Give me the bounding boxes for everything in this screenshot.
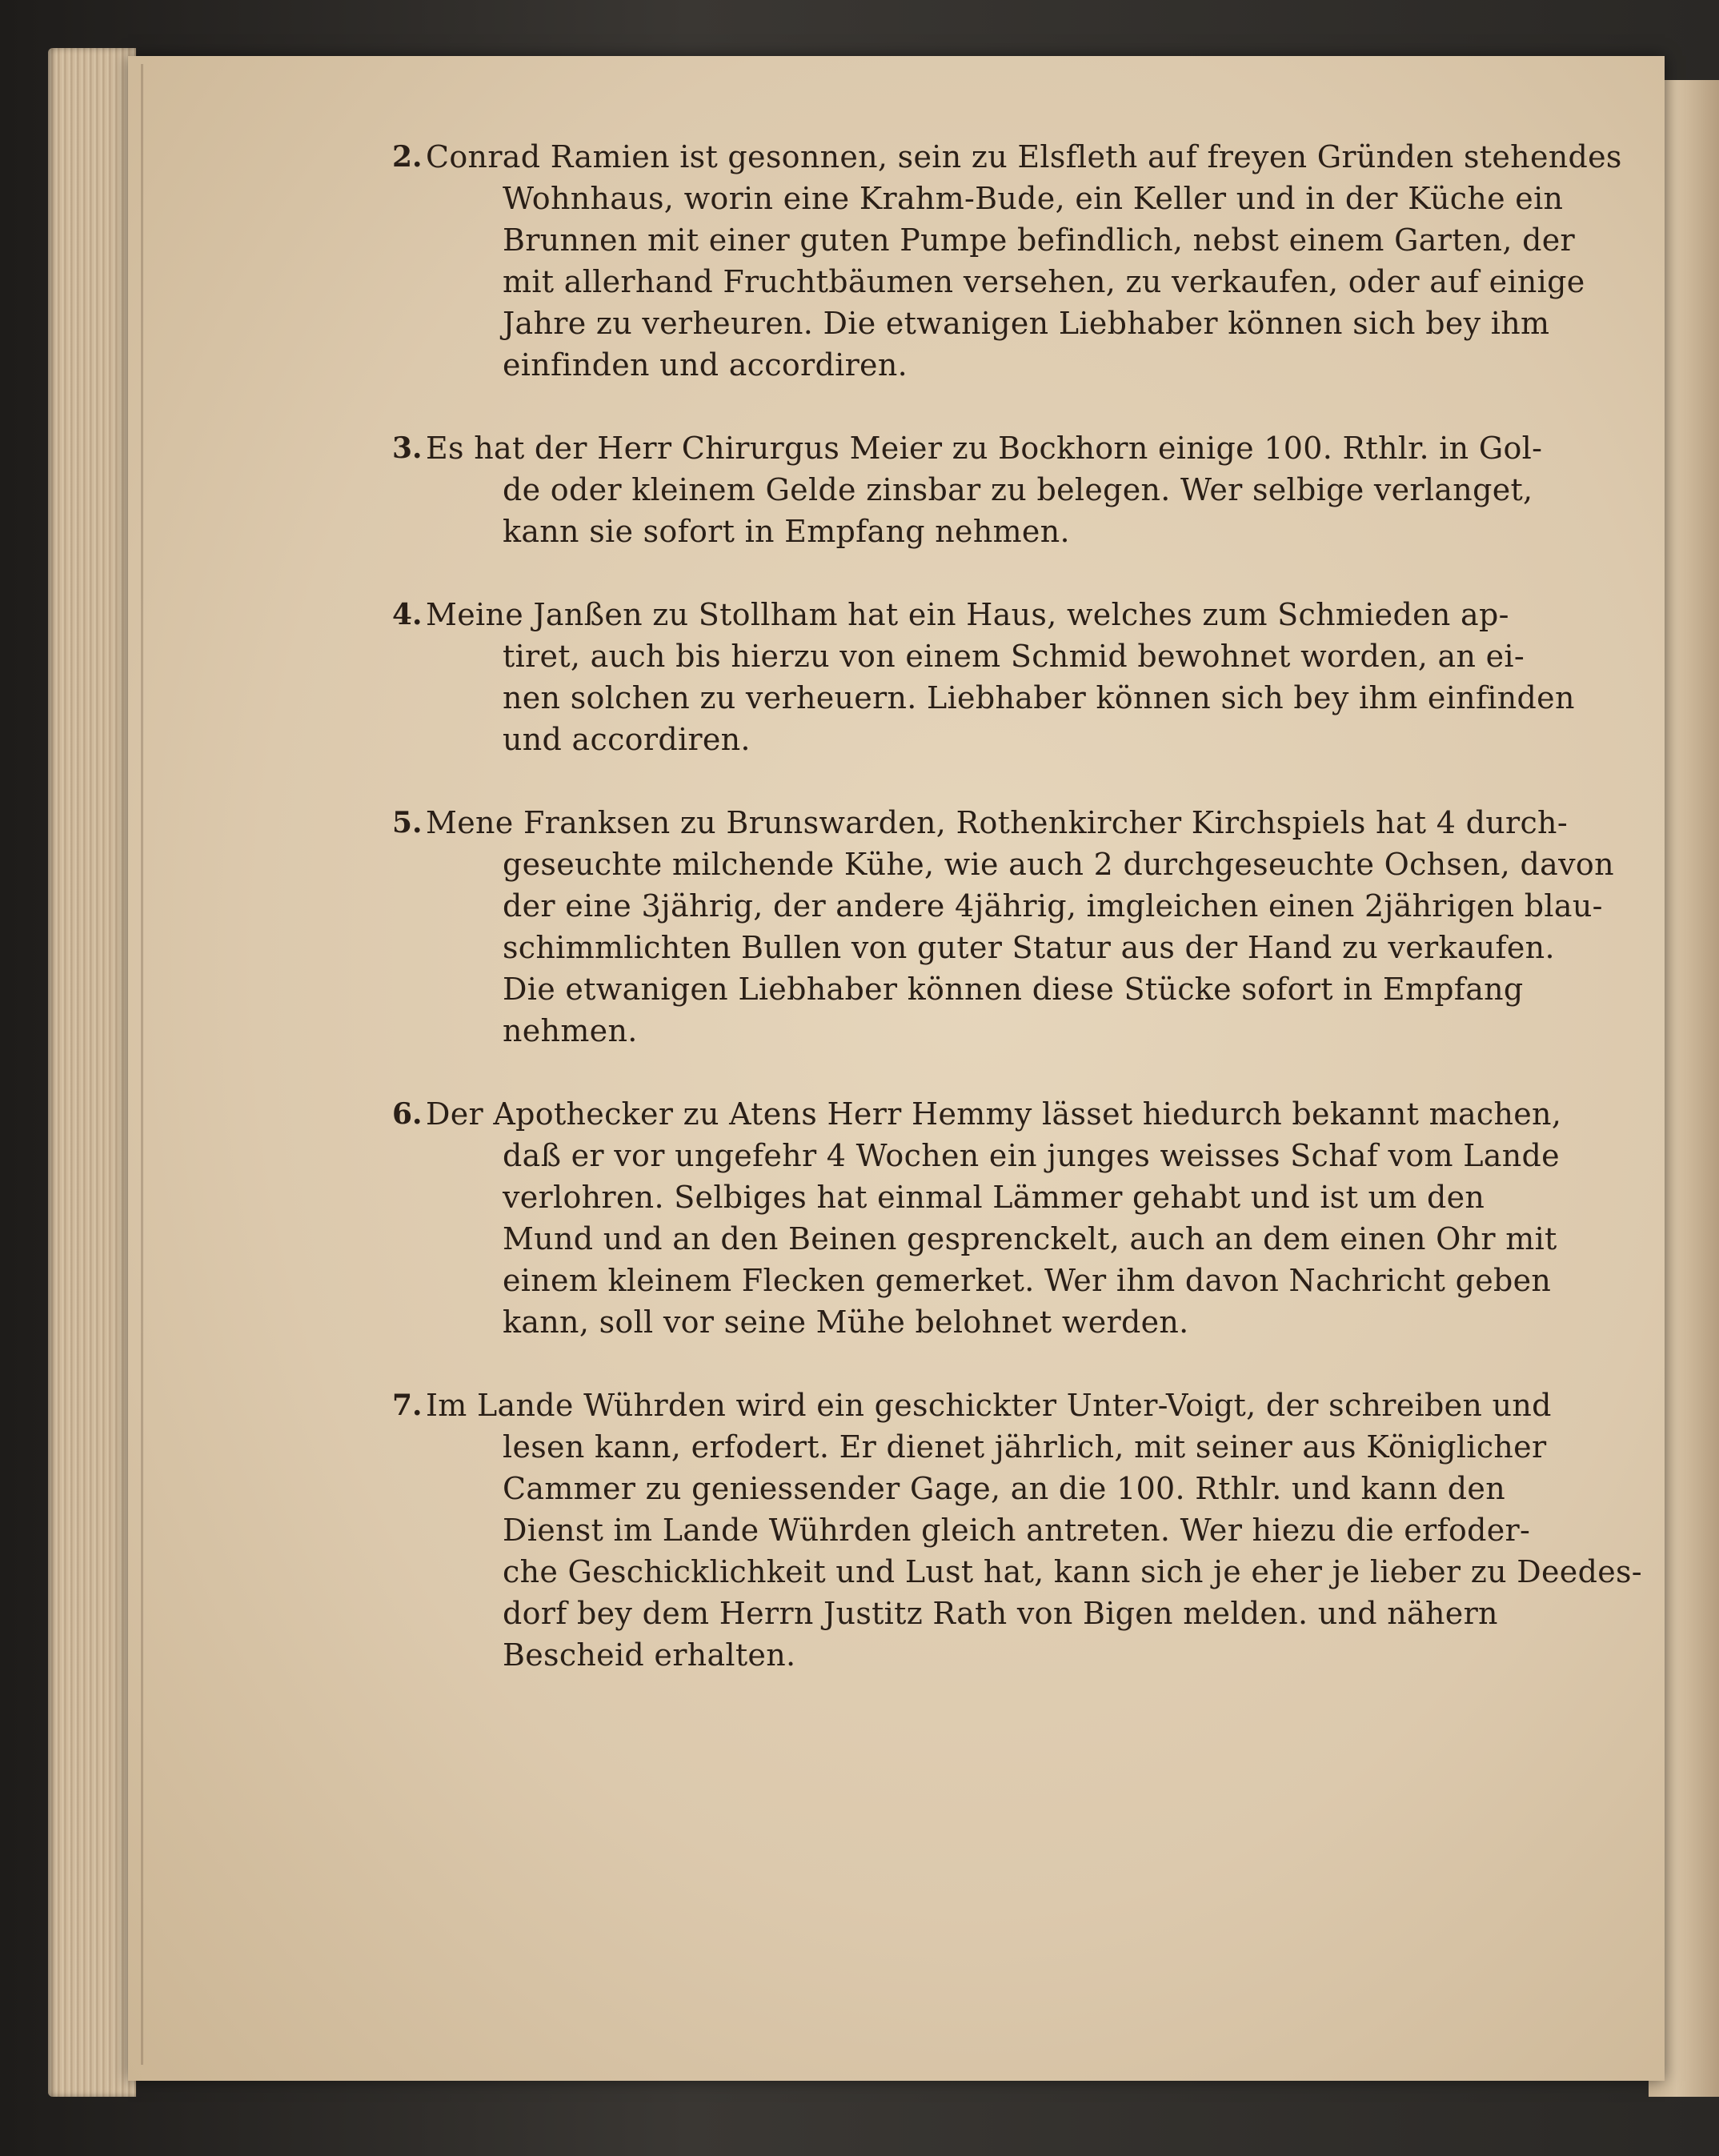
entry-text-line: einem kleinem Flecken gemerket. Wer ihm davon Nachricht geben xyxy=(503,1263,1552,1298)
book-page-edges-left xyxy=(48,48,136,2097)
entry-text-line: tiret, auch bis hierzu von einem Schmid bewohnet worden, an ei- xyxy=(503,639,1525,674)
entry-text-line: dorf bey dem Herrn Justitz Rath von Bigen melden. und nähern xyxy=(503,1596,1498,1631)
entry-text-line: Brunnen mit einer guten Pumpe befindlich, nebst einem Garten, der xyxy=(503,222,1575,258)
entry-text-line: Mene Franksen zu Brunswarden, Rothenkircher Kirchspiels hat 4 durch- xyxy=(426,805,1568,840)
entry-text-line: lesen kann, erfodert. Er dienet jährlich, mit seiner aus Königlicher xyxy=(503,1429,1547,1465)
entry-number: 5. xyxy=(392,806,423,840)
entry-text-line: Im Lande Wührden wird ein geschickter Unter-Voigt, der schreiben und xyxy=(426,1388,1552,1423)
entry-text-line: daß er vor ungefehr 4 Wochen ein junges weisses Schaf vom Lande xyxy=(503,1138,1560,1173)
entry-number: 2. xyxy=(392,140,423,174)
entry-number: 3. xyxy=(392,431,423,465)
entry-number: 6. xyxy=(392,1097,423,1131)
notice-entry xyxy=(392,1385,1642,1676)
entry-number: 4. xyxy=(392,598,423,631)
notice-entry xyxy=(392,802,1614,1052)
entry-text-line: Die etwanigen Liebhaber können diese Stücke sofort in Empfang xyxy=(503,972,1524,1007)
document-text xyxy=(392,136,1642,1717)
notice-entry xyxy=(392,594,1575,760)
entry-text-line: mit allerhand Fruchtbäumen versehen, zu verkaufen, oder auf einige xyxy=(503,264,1585,299)
entry-text-line: Mund und an den Beinen gesprenckelt, auch an dem einen Ohr mit xyxy=(503,1221,1557,1256)
entry-text-line: che Geschicklichkeit und Lust hat, kann sich je eher je lieber zu Deedes- xyxy=(503,1554,1642,1589)
page-gutter xyxy=(141,64,143,2065)
entry-text-line: Bescheid erhalten. xyxy=(503,1637,796,1673)
entry-text-line: Der Apothecker zu Atens Herr Hemmy lässet hiedurch bekannt machen, xyxy=(426,1096,1562,1132)
entry-text-line: Cammer zu geniessender Gage, an die 100. Rthlr. und kann den xyxy=(503,1471,1505,1506)
entry-text-line: nen solchen zu verheuern. Liebhaber können sich bey ihm einfinden xyxy=(503,680,1575,715)
entry-text-line: schimmlichten Bullen von guter Statur aus der Hand zu verkaufen. xyxy=(503,930,1555,965)
notice-entry xyxy=(392,427,1569,552)
entry-text-line: Conrad Ramien ist gesonnen, sein zu Elsfleth auf freyen Gründen stehendes xyxy=(426,139,1622,174)
entry-text-line: de oder kleinem Gelde zinsbar zu belegen. Wer selbige verlanget, xyxy=(503,472,1533,507)
entry-text-line: kann sie sofort in Empfang nehmen. xyxy=(503,514,1070,549)
entry-text-line: Meine Janßen zu Stollham hat ein Haus, welches zum Schmieden ap- xyxy=(426,597,1509,632)
entry-text-line: Dienst im Lande Wührden gleich antreten. Wer hiezu die erfoder- xyxy=(503,1513,1531,1548)
entry-text-line: der eine 3jährig, der andere 4jährig, imgleichen einen 2jährigen blau- xyxy=(503,888,1603,924)
entry-text-line: Wohnhaus, worin eine Krahm-Bude, ein Keller und in der Küche ein xyxy=(503,181,1564,216)
entry-text-line: geseuchte milchende Kühe, wie auch 2 durchgeseuchte Ochsen, davon xyxy=(503,847,1614,882)
entry-text-line: nehmen. xyxy=(503,1013,638,1048)
entry-text-line: Es hat der Herr Chirurgus Meier zu Bockhorn einige 100. Rthlr. in Gol- xyxy=(426,431,1543,466)
entry-text-line: kann, soll vor seine Mühe belohnet werden. xyxy=(503,1304,1189,1340)
entry-text-line: einfinden und accordiren. xyxy=(503,347,908,383)
notice-entry xyxy=(392,1093,1569,1343)
entry-text-line: Jahre zu verheuren. Die etwanigen Liebhaber können sich bey ihm xyxy=(503,306,1550,341)
entry-text-line: verlohren. Selbiges hat einmal Lämmer gehabt und ist um den xyxy=(503,1180,1485,1215)
entry-text-line: und accordiren. xyxy=(503,722,751,757)
entry-number: 7. xyxy=(392,1389,423,1422)
notice-entry xyxy=(392,136,1622,386)
